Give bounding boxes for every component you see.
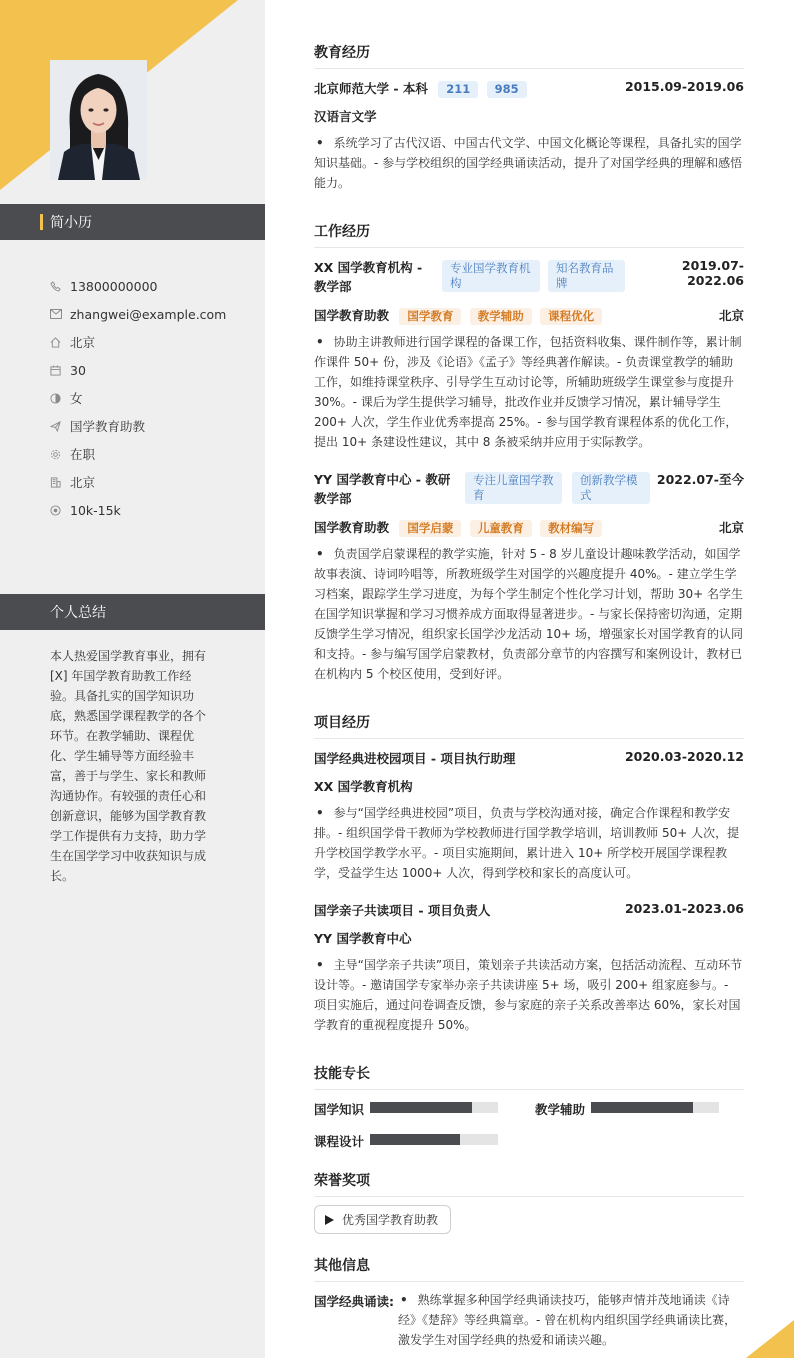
info-city — [50, 468, 260, 496]
work-2-date: 2022.07-至今 — [656, 472, 744, 487]
award-item-text: 优秀国学教育助教 — [342, 1213, 439, 1227]
work-2-org: YY 国学教育中心 - 教研教学部 — [314, 472, 451, 506]
tag-211: 211 — [438, 81, 478, 98]
skill-1-bar-fill — [370, 1102, 472, 1113]
work-2-description — [314, 544, 744, 684]
bullet: • — [316, 335, 324, 349]
work-1-org-tag-1: 专业国学教育机构 — [442, 260, 540, 292]
mail-icon — [50, 309, 70, 319]
calendar-icon — [50, 365, 70, 376]
info-gender — [50, 384, 260, 412]
project-1-name: 国学经典进校园项目 - 项目执行助理 — [314, 751, 516, 766]
salary-icon — [50, 505, 70, 516]
summary-heading-text: 个人总结 — [50, 605, 106, 621]
project-1-description — [314, 803, 744, 883]
work-1-role — [314, 306, 602, 325]
work-1-org: XX 国学教育机构 - 教学部 — [314, 260, 423, 294]
skill-2-bar-fill — [591, 1102, 693, 1113]
skill-2-name: 教学辅助 — [535, 1102, 586, 1117]
education-school — [314, 79, 527, 98]
project-1-desc-text: 参与“国学经典进校园”项目，负责与学校沟通对接，确定合作课程和教学安排。- 组织国学骨干教师为学校教师进行国学教学培训，培训教师 50+ 人次，提升学校国学教学水平。- 项目实施期间，累计进入 10+ 所学校开展国学课程教学，受益学生达 1000+ 人次，得到学校和家长的高度认可。 — [314, 806, 740, 880]
age-text: 30 — [70, 362, 86, 378]
tag-985: 985 — [487, 81, 527, 98]
summary-heading — [0, 594, 265, 630]
skill-3-name: 课程设计 — [314, 1134, 365, 1149]
work-2-role-name: 国学教育助教 — [314, 520, 390, 535]
project-2-date: 2023.01-2023.06 — [624, 901, 744, 916]
settings-icon — [50, 449, 70, 460]
phone-text: 13800000000 — [70, 278, 158, 294]
section-title-education: 教育经历 — [314, 42, 744, 69]
education-major: 汉语言文学 — [314, 109, 377, 124]
info-position — [50, 412, 260, 440]
info-status — [50, 440, 260, 468]
skill-3-bar-fill — [370, 1134, 460, 1145]
work-2-role-tag-1: 国学启蒙 — [399, 520, 461, 537]
award-item-button[interactable] — [314, 1205, 451, 1234]
work-1-org-tag-2: 知名教育品牌 — [548, 260, 625, 292]
salary-text: 10k-15k — [70, 502, 121, 518]
work-2-role — [314, 518, 602, 537]
bullet: • — [316, 806, 324, 820]
project-1-org: XX 国学教育机构 — [314, 779, 413, 794]
home-icon — [50, 337, 70, 348]
section-title-projects: 项目经历 — [314, 712, 744, 739]
section-title-work: 工作经历 — [314, 221, 744, 248]
work-1-desc-text: 协助主讲教师进行国学课程的备课工作，包括资料收集、课件制作等，累计制作课件 50+ 份，涉及《论语》《孟子》等经典著作解读。- 负责课堂教学的辅助工作，如维持课堂秩序、引导学生互动讨论等，所辅助班级学生课堂参与度提升 30%。- 课后为学生提供学习辅导，批改作业并反馈学习情况，累计辅导学生 200+ 人次，学生作业优秀率提高 25%。- 参与国学教育课程体系的优化工作，提出 10+ 条建设性建议，其中 8 条被采纳并应用于实际教学。 — [314, 335, 742, 449]
project-2-name: 国学亲子共读项目 - 项目负责人 — [314, 903, 491, 918]
bullet: • — [316, 958, 324, 972]
play-triangle-icon — [325, 1215, 334, 1225]
project-2-desc-text: 主导“国学亲子共读”项目，策划亲子共读活动方案，包括活动流程、互动环节设计等。- 邀请国学专家举办亲子共读讲座 5+ 场，吸引 200+ 组家庭参与。- 项目实施后，通过问卷调查反馈，参与家庭的亲子关系改善率达 60%，家长对国学教育的重视程度提升 50%。 — [314, 958, 743, 1032]
city-text: 北京 — [70, 475, 96, 490]
work-2-role-tag-3: 教材编写 — [540, 520, 602, 537]
location-text: 北京 — [70, 335, 96, 350]
resume-heading — [0, 204, 265, 240]
work-2-desc-text: 负责国学启蒙课程的教学实施，针对 5 - 8 岁儿童设计趣味教学活动，如国学故事表演、诗词吟唱等，所教班级学生对国学的兴趣度提升 40%。- 建立学生学习档案，跟踪学生学习进度，为每个学生制定个性化学习计划，帮助 30+ 名学生在国学知识掌握和学习习惯养成方面取得显著进步。- 与家长保持密切沟通，定期反馈学生学习情况，组织家长国学沙龙活动 10+ 场，增强家长对国学教育的认同和支持。- 参与编写国学启蒙教材，负责部分章节的内容撰写和案例设计，教材已在机构内 5 个校区使用，受到好评。 — [314, 547, 743, 681]
skill-1-name: 国学知识 — [314, 1102, 365, 1117]
work-2-org-tag-1: 专注儿童国学教育 — [465, 472, 562, 504]
resume-heading-text: 简小历 — [50, 215, 92, 231]
work-1-date: 2019.07-2022.06 — [681, 258, 744, 288]
project-2-org: YY 国学教育中心 — [314, 931, 412, 946]
work-2-role-tag-2: 儿童教育 — [470, 520, 532, 537]
email-text: zhangwei@example.com — [70, 306, 227, 322]
bullet: • — [316, 547, 324, 561]
work-2-city: 北京 — [718, 520, 744, 535]
info-salary — [50, 496, 260, 524]
building-icon — [50, 477, 70, 488]
info-phone — [50, 272, 260, 300]
work-1-city: 北京 — [718, 308, 744, 323]
phone-icon — [50, 281, 70, 292]
section-title-awards: 荣誉奖项 — [314, 1170, 744, 1197]
skill-3-bar — [370, 1134, 498, 1145]
profile-photo — [50, 60, 147, 180]
education-date: 2015.09-2019.06 — [624, 79, 744, 94]
bullet: • — [400, 1293, 408, 1307]
work-1-role-tag-2: 教学辅助 — [470, 308, 532, 325]
other-description — [398, 1290, 744, 1350]
position-text: 国学教育助教 — [70, 419, 146, 434]
info-email — [50, 300, 260, 328]
school-name: 北京师范大学 - 本科 — [314, 81, 428, 96]
other-label: 国学经典诵读: — [314, 1294, 394, 1309]
gender-text: 女 — [70, 391, 83, 406]
project-2-description — [314, 955, 744, 1035]
work-1-role-name: 国学教育助教 — [314, 308, 390, 323]
gender-icon — [50, 393, 70, 404]
work-2-org-tag-2: 创新教学模式 — [572, 472, 650, 504]
work-1-description — [314, 332, 744, 452]
section-title-other: 其他信息 — [314, 1255, 744, 1282]
education-desc-text: 系统学习了古代汉语、中国古代文学、中国文化概论等课程，具备扎实的国学知识基础。- 参与学校组织的国学经典诵读活动，提升了对国学经典的理解和感悟能力。 — [314, 136, 743, 190]
work-1-role-tag-3: 课程优化 — [540, 308, 602, 325]
summary-text: 本人热爱国学教育事业，拥有[X] 年国学教育助教工作经验。具备扎实的国学知识功底，熟悉国学课程教学的各个环节。在教学辅助、课程优化、学生辅导等方面经验丰富，善于与学生、家长和教师沟通协作。有较强的责任心和创新意识，能够为国学教育教学工作提供有力支持，助力学生在国学学习中收获知识与成长。 — [50, 649, 207, 883]
status-text: 在职 — [70, 447, 96, 462]
skill-2-bar — [591, 1102, 719, 1113]
info-age — [50, 356, 260, 384]
work-1-role-tag-1: 国学教育 — [399, 308, 461, 325]
skill-1-bar — [370, 1102, 498, 1113]
bullet: • — [316, 136, 324, 150]
info-location — [50, 328, 260, 356]
section-title-skills: 技能专长 — [314, 1063, 744, 1090]
education-description — [314, 133, 744, 193]
contact-info-list — [50, 272, 260, 524]
sidebar — [0, 0, 265, 1358]
project-1-date: 2020.03-2020.12 — [624, 749, 744, 764]
send-icon — [50, 421, 70, 432]
decorative-corner-triangle — [746, 1320, 794, 1358]
other-desc-text: 熟练掌握多种国学经典诵读技巧，能够声情并茂地诵读《诗经》《楚辞》等经典篇章。- 曾在机构内组织国学经典诵读比赛，激发学生对国学经典的热爱和诵读兴趣。 — [398, 1293, 737, 1347]
